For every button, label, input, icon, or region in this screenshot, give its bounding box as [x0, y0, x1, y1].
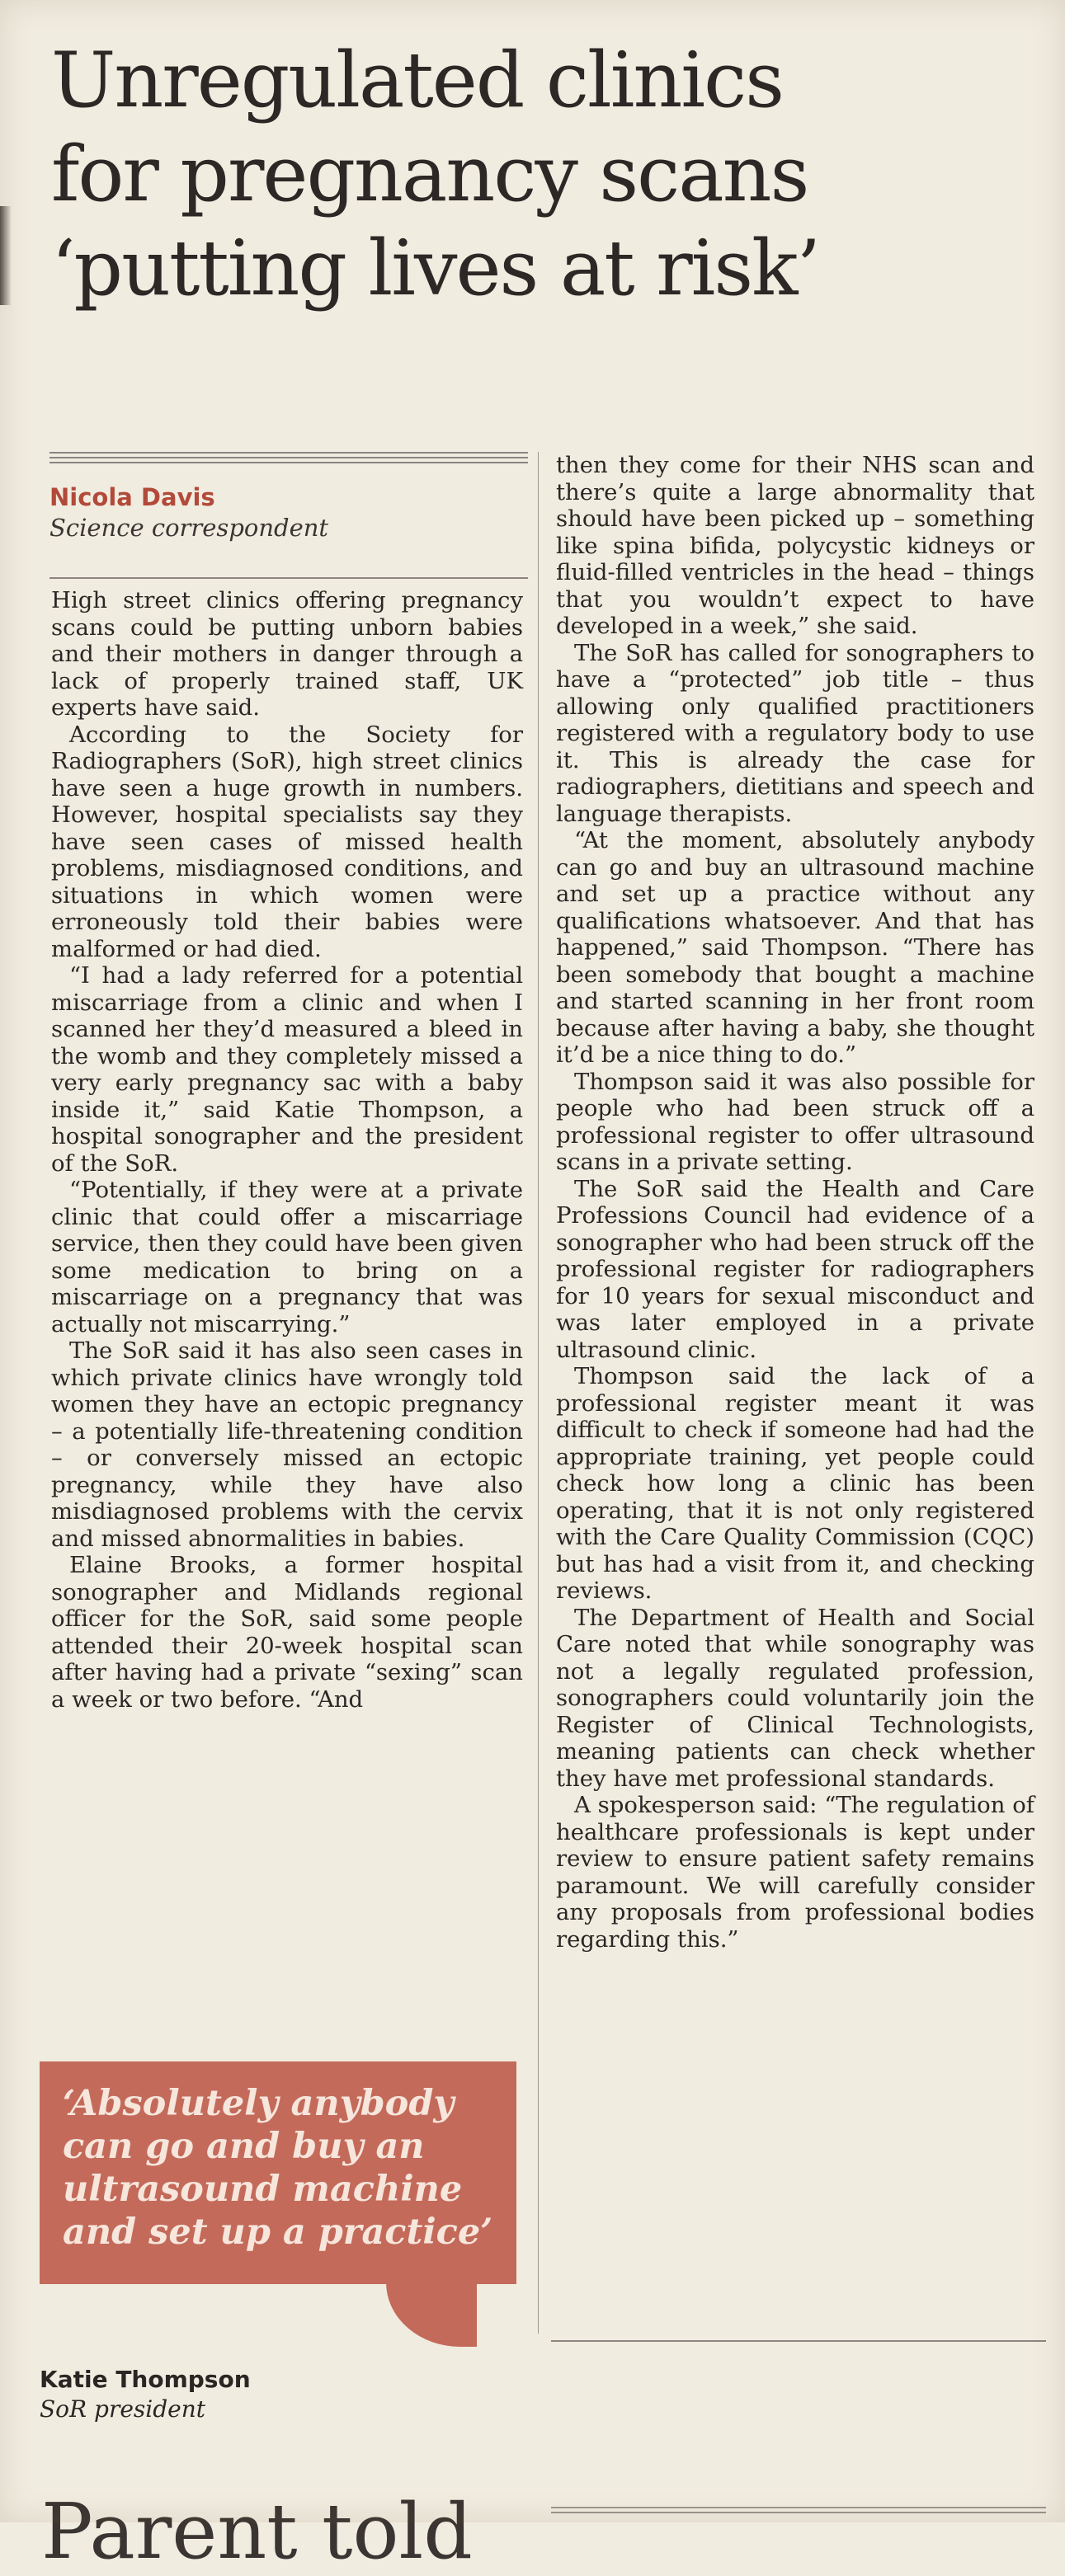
pullquote-speech-tail — [386, 2282, 477, 2347]
paragraph: High street clinics offering pregnancy scans could be putting unborn babies and their mothers in danger through a lack of properly trained staff, UK experts have said. — [51, 587, 523, 721]
pullquote-line-4: and set up a practice’ — [63, 2212, 493, 2253]
paragraph: The SoR said the Health and Care Professions Council had evidence of a sonographer who had been struck off the professional register for radiographers for 10 years for sexual misconduct and was later employed in a private ultrasound clinic. — [556, 1175, 1034, 1363]
paragraph: According to the Society for Radiographers (SoR), high street clinics have seen a huge growth in numbers. However, hospital specialists say they have seen cases of missed health problems, misdiagnosed conditions, and situations in which women were erroneously told their babies were malformed or had died. — [51, 721, 523, 962]
article-headline — [51, 33, 1025, 315]
paragraph: The SoR has called for sonographers to have a “protected” job title – thus allowing only qualified practitioners registered with a regulatory body to use it. This is already the case for radiographers, dietitians and speech and language therapists. — [556, 639, 1034, 827]
paragraph: Thompson said it was also possible for people who had been struck off a professional register to offer ultrasound scans in a private setting. — [556, 1068, 1034, 1175]
paragraph: The Department of Health and Social Care noted that while sonography was not a legally regulated profession, sonographers could voluntarily join the Register of Clinical Technologists, meaning patients can check whether they have met professional standards. — [556, 1604, 1034, 1792]
paragraph: “Potentially, if they were at a private clinic that could offer a miscarriage service, then they could have been given some medication to bring on a miscarriage on a pregnancy that was actually not miscarrying.” — [51, 1177, 523, 1337]
pullquote-text — [63, 2082, 500, 2254]
column-divider — [538, 452, 539, 2334]
pullquote-name: Katie Thompson — [40, 2366, 251, 2393]
next-article-headline: Parent told — [41, 2487, 473, 2576]
paragraph: The SoR said it has also seen cases in which private clinics have wrongly told women they have an ectopic pregnancy – a potentially life-threatening condition – or conversely missed an ectopic pregnancy, while they have also misdiagnosed problems with the cervix and missed abnormalities in babies. — [51, 1337, 523, 1552]
pullquote-role: SoR president — [40, 2395, 206, 2423]
paragraph: “I had a lady referred for a potential miscarriage from a clinic and when I scanned her they’d measured a bleed in the womb and they completely missed a very early pregnancy sac with a baby inside it,” said Katie Thompson, a hospital sonographer and the president of the SoR. — [51, 962, 523, 1177]
headline-line-2: for pregnancy scans — [51, 129, 808, 219]
article-column-2 — [556, 452, 1034, 1953]
byline — [49, 482, 528, 543]
headline-line-3: ‘putting lives at risk’ — [51, 223, 820, 313]
paragraph: A spokesperson said: “The regulation of healthcare professionals is kept under review to ensure patient safety remains paramount. We will carefully consider any proposals from professional bodies regarding this.” — [556, 1792, 1034, 1953]
headline-line-1: Unregulated clinics — [51, 35, 783, 125]
author-name: Nicola Davis — [49, 483, 215, 511]
pullquote-line-3: ultrasound machine — [63, 2169, 463, 2210]
byline-top-rules — [49, 452, 528, 467]
next-article-rules — [551, 2507, 1046, 2517]
author-role: Science correspondent — [49, 514, 329, 542]
article-column-1 — [51, 587, 523, 1713]
paragraph: then they come for their NHS scan and there’s quite a large abnormality that should have been picked up – something like spina bifida, polycystic kidneys or fluid-filled ventricles in the head – things that you wouldn’t expect to have developed in a week,” she said. — [556, 452, 1034, 639]
page-edge-shadow — [0, 206, 12, 305]
paragraph: Thompson said the lack of a professional register meant it was difficult to check if someone had had the appropriate training, yet people could check how long a clinic has been operating, that it is not only registered with the Care Quality Commission (CQC) but has had a visit from it, and checking reviews. — [556, 1363, 1034, 1604]
paragraph: “At the moment, absolutely anybody can go and buy an ultrasound machine and set up a practice without any qualifications whatsoever. And that has happened,” said Thompson. “There has been somebody that bought a machine and started scanning in her front room because after having a baby, she thought it’d be a nice thing to do.” — [556, 827, 1034, 1068]
pullquote-attribution — [40, 2365, 251, 2424]
pullquote-line-2: can go and buy an — [63, 2126, 425, 2167]
pullquote-line-1: ‘Absolutely anybody — [63, 2083, 455, 2124]
paragraph: Elaine Brooks, a former hospital sonographer and Midlands regional officer for the SoR, said some people attended their 20-week hospital scan after having had a private “sexing” scan a week or two before. “And — [51, 1552, 523, 1713]
byline-bottom-rule — [49, 577, 528, 579]
article-end-rule — [551, 2340, 1046, 2342]
